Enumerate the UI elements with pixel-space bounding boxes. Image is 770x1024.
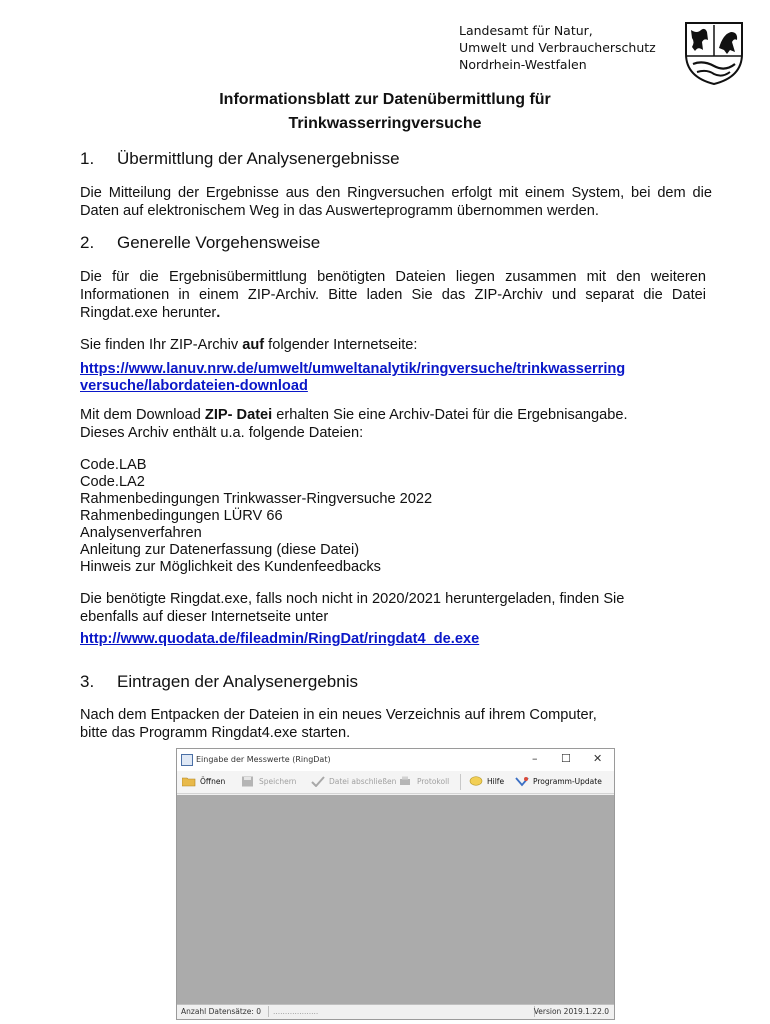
file-list-item: Code.LA2 xyxy=(80,474,145,490)
download-info xyxy=(80,406,712,442)
program-update-button[interactable] xyxy=(515,776,602,787)
program-update-label: Programm-Update xyxy=(533,777,602,786)
protocol-label: Protokoll xyxy=(417,777,450,786)
toolbar-separator xyxy=(460,774,461,790)
find-archive-text-a: Sie finden Ihr ZIP-Archiv xyxy=(80,337,243,353)
section-2-heading xyxy=(80,233,320,253)
agency-line-2: Umwelt und Verbraucherschutz xyxy=(459,40,656,55)
section-3-paragraph xyxy=(80,706,712,742)
file-list-item: Code.LAB xyxy=(80,457,147,473)
ringdat-window-screenshot xyxy=(176,748,615,1020)
window-title: Eingabe der Messwerte (RingDat) xyxy=(196,755,331,764)
window-workspace xyxy=(177,795,614,1005)
window-titlebar xyxy=(177,749,614,771)
lanuv-download-link-line-1[interactable]: https://www.lanuv.nrw.de/umwelt/umweltanalytik/ringversuche/trinkwasserring xyxy=(80,361,626,377)
agency-name xyxy=(459,22,656,73)
ringdat-info-line-1: Die benötigte Ringdat.exe, falls noch nicht in 2020/2021 heruntergeladen, finden Sie xyxy=(80,591,625,607)
document-title-line-1: Informationsblatt zur Datenübermittlung für xyxy=(219,91,551,108)
section-3-heading xyxy=(80,672,358,692)
nrw-coat-of-arms-icon xyxy=(683,20,745,86)
find-archive-text-b: auf xyxy=(242,337,265,353)
maximize-icon[interactable]: ☐ xyxy=(561,752,571,765)
section-2-paragraph-1-text: Die für die Ergebnisübermittlung benötigten Dateien liegen zusammen mit den weiteren Informationen in einem ZIP-Archiv. Bitte laden Sie das ZIP-Archiv und separat die Datei Ringdat.exe herunter xyxy=(80,269,706,321)
download-info-b: ZIP- Datei xyxy=(204,407,273,423)
status-placeholder: ................... xyxy=(273,1007,319,1016)
ringdat-info xyxy=(80,590,712,626)
file-list xyxy=(80,457,432,576)
download-info-a: Mit dem Download xyxy=(80,407,205,423)
section-1-heading xyxy=(80,149,400,169)
record-count: Anzahl Datensätze: 0 xyxy=(181,1007,261,1016)
section-3-number: 3. xyxy=(80,672,95,691)
open-button[interactable] xyxy=(182,776,225,787)
section-1-paragraph: Die Mitteilung der Ergebnisse aus den Ringversuchen erfolgt mit einem System, bei dem die Daten auf elektronischem Weg in das Auswerteprogramm übernommen werden. xyxy=(80,185,712,219)
section-3-line-1: Nach dem Entpacken der Dateien in ein neues Verzeichnis auf ihrem Computer, xyxy=(80,707,597,723)
file-list-item: Rahmenbedingungen Trinkwasser-Ringversuche 2022 xyxy=(80,491,433,507)
section-1-title: Übermittlung der Analysenergebnisse xyxy=(117,149,400,168)
agency-line-3: Nordrhein-Westfalen xyxy=(459,57,587,72)
find-archive-text-c: folgender Internetseite: xyxy=(264,337,418,353)
file-list-item: Analysenverfahren xyxy=(80,525,202,541)
ringdat-download-link[interactable]: http://www.quodata.de/fileadmin/RingDat/ringdat4_de.exe xyxy=(80,631,480,647)
update-icon xyxy=(515,776,529,787)
close-icon[interactable]: ✕ xyxy=(593,752,603,765)
section-2-paragraph-1 xyxy=(80,268,706,322)
help-button[interactable] xyxy=(469,776,504,787)
folder-icon xyxy=(182,776,196,787)
close-file-button[interactable] xyxy=(311,776,396,787)
file-list-item: Hinweis zur Möglichkeit des Kundenfeedbacks xyxy=(80,559,381,575)
protocol-button[interactable] xyxy=(399,776,449,787)
open-label: Öffnen xyxy=(200,777,226,786)
printer-icon xyxy=(399,776,413,787)
lanuv-download-link-line-2[interactable]: versuche/labordateien-download xyxy=(80,378,308,394)
save-label: Speichern xyxy=(259,777,297,786)
download-info-c: erhalten Sie eine Archiv-Datei für die Ergebnisangabe. xyxy=(272,407,628,423)
find-archive-text xyxy=(80,336,712,354)
save-icon xyxy=(241,776,255,787)
section-2-title: Generelle Vorgehensweise xyxy=(117,233,321,252)
app-icon xyxy=(181,754,193,766)
download-info-line-2: Dieses Archiv enthält u.a. folgende Dateien: xyxy=(80,425,364,441)
section-1-number: 1. xyxy=(80,149,95,168)
section-3-line-2: bitte das Programm Ringdat4.exe starten. xyxy=(80,725,351,741)
version-label: Version 2019.1.22.0 xyxy=(533,1007,609,1016)
save-button[interactable] xyxy=(241,776,296,787)
section-2-number: 2. xyxy=(80,233,95,252)
status-divider xyxy=(268,1006,269,1017)
minimize-icon[interactable]: – xyxy=(532,752,538,765)
help-label: Hilfe xyxy=(487,777,505,786)
close-file-label: Datei abschließen xyxy=(329,777,397,786)
checkmark-icon xyxy=(311,776,325,787)
file-list-item: Rahmenbedingungen LÜRV 66 xyxy=(80,508,283,524)
section-2-paragraph-1-end: . xyxy=(216,305,221,321)
help-bubble-icon xyxy=(469,776,483,787)
ringdat-info-line-2: ebenfalls auf dieser Internetseite unter xyxy=(80,609,329,625)
file-list-item: Anleitung zur Datenerfassung (diese Datei) xyxy=(80,542,360,558)
document-title-line-2: Trinkwasserringversuche xyxy=(288,115,482,132)
window-toolbar xyxy=(177,771,614,794)
section-3-title: Eintragen der Analysenergebnis xyxy=(117,672,358,691)
window-statusbar xyxy=(177,1004,614,1019)
agency-line-1: Landesamt für Natur, xyxy=(459,23,593,38)
